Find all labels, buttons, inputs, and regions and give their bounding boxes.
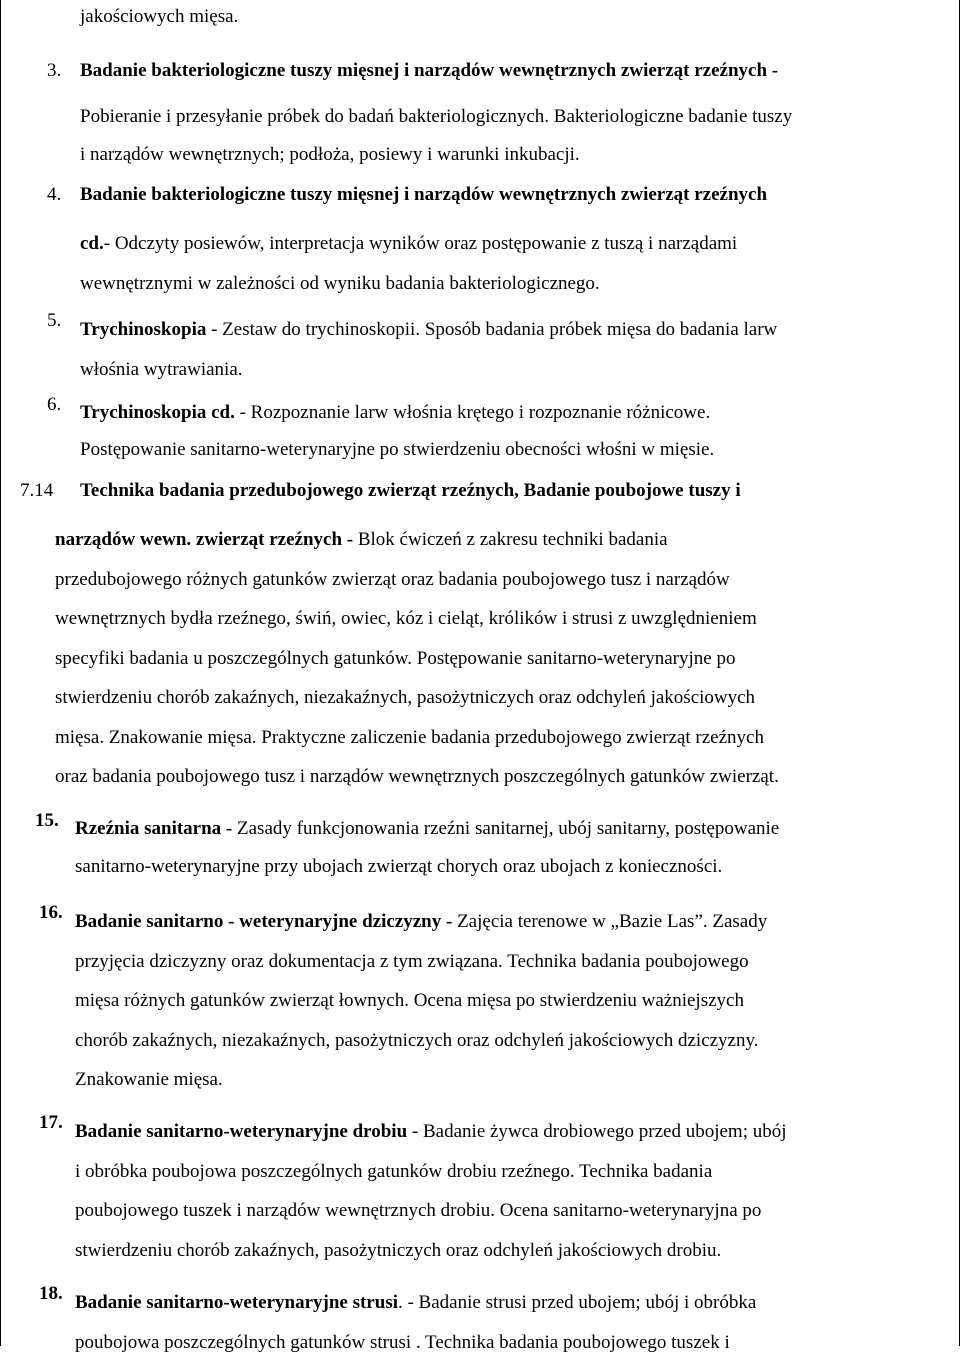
section-title: Badanie sanitarno-weterynaryjne strusi [75,1292,398,1313]
text-line: wewnętrznymi w zależności od wyniku badania bakteriologicznego. [80,264,737,304]
text-line: i narządów wewnętrznych; podłoża, posiewy i warunki inkubacji. [80,136,792,174]
section-title: Rzeźnia sanitarna - [75,818,232,839]
section-number: 15. [35,810,59,832]
text-line: Trychinoskopia cd. - Rozpoznanie larw włośnia krętego i rozpoznanie różnicowe. [80,394,714,431]
text-line: i obróbka poubojowa poszczególnych gatunków drobiu rzeźnego. Technika badania [75,1152,787,1192]
section-number: 5. [47,310,61,332]
text-line: Pobieranie i przesyłanie próbek do badań bakteriologicznych. Bakteriologiczne badanie tuszy [80,98,792,136]
text-line: cd.- Odczyty posiewów, interpretacja wyników oraz postępowanie z tuszą i narządami [80,224,737,264]
section-title: Badanie bakteriologiczne tuszy mięsnej i narządów wewnętrznych zwierząt rzeźnych - [80,60,778,82]
section-title: Badanie sanitarno-weterynaryjne drobiu [75,1121,407,1142]
text-line: narządów wewn. zwierząt rzeźnych - Blok ćwiczeń z zakresu techniki badania [55,520,779,560]
text-line: sanitarno-weterynaryjne przy ubojach zwierząt chorych oraz ubojach z konieczności. [75,848,779,886]
section-number: 17. [39,1112,63,1134]
text-line: stwierdzeniu chorób zakaźnych, niezakaźnych, pasożytniczych oraz odchyleń jakościowych [55,678,779,718]
intro-paragraph [80,6,238,28]
text-line: oraz badania poubojowego tusz i narządów wewnętrznych poszczególnych gatunków zwierząt. [55,757,779,797]
text-line: mięsa różnych gatunków zwierząt łownych. Ocena mięsa po stwierdzeniu ważniejszych [75,981,767,1021]
text-line: chorób zakaźnych, niezakaźnych, pasożytniczych oraz odchyleń jakościowych dziczyzny. [75,1021,767,1061]
text-line: poubojowa poszczególnych gatunków strusi . Technika badania poubojowego tuszek i [75,1323,756,1362]
text-line: Badanie sanitarno - weterynaryjne dziczyzny - Zajęcia terenowe w „Bazie Las”. Zasady [75,902,767,942]
text-line: przedubojowego różnych gatunków zwierząt oraz badania poubojowego tusz i narządów [55,560,779,600]
text-line: mięsa. Znakowanie mięsa. Praktyczne zaliczenie badania przedubojowego zwierząt rzeźnych [55,718,779,758]
section-number: 18. [39,1283,63,1305]
text-line: stwierdzeniu chorób zakaźnych, pasożytniczych oraz odchyleń jakościowych drobiu. [75,1231,787,1271]
text-line: Badanie sanitarno-weterynaryjne strusi. - Badanie strusi przed ubojem; ubój i obróbka [75,1283,756,1323]
text-line: Rzeźnia sanitarna - Zasady funkcjonowania rzeźni sanitarnej, ubój sanitarny, postępowanie [75,810,779,848]
text-line: Badanie sanitarno-weterynaryjne drobiu - Badanie żywca drobiowego przed ubojem; ubój [75,1112,787,1152]
section-title-cont: cd. [80,233,104,254]
section-title-cont: narządów wewn. zwierząt rzeźnych - [55,529,353,550]
text-line: specyfiki badania u poszczególnych gatunków. Postępowanie sanitarno-weterynaryjne po [55,639,779,679]
section-title: Badanie sanitarno - weterynaryjne dziczyzny - [75,911,452,932]
text-line: Postępowanie sanitarno-weterynaryjne po stwierdzeniu obecności włośni w mięsie. [80,431,714,468]
text-line: przyjęcia dziczyzny oraz dokumentacja z tym związana. Technika badania poubojowego [75,942,767,982]
text-line: poubojowego tuszek i narządów wewnętrznych drobiu. Ocena sanitarno-weterynaryjna po [75,1191,787,1231]
section-title: Badanie bakteriologiczne tuszy mięsnej i narządów wewnętrznych zwierząt rzeźnych [80,184,767,206]
text-line: Trychinoskopia - Zestaw do trychinoskopii. Sposób badania próbek mięsa do badania larw [80,310,777,350]
text-line: wewnętrznych bydła rzeźnego, świń, owiec, kóz i cieląt, królików i strusi z uwzględnieniem [55,599,779,639]
section-title: Trychinoskopia cd. [80,402,235,423]
section-title: Technika badania przedubojowego zwierząt rzeźnych, Badanie poubojowe tuszy i [80,480,741,502]
text-line: Znakowanie mięsa. [75,1060,767,1100]
section-title: Trychinoskopia [80,319,206,340]
section-number: 3. [47,60,61,82]
section-number: 16. [39,902,63,924]
section-number: 4. [47,184,61,206]
text-line: włośnia wytrawiania. [80,350,777,390]
section-number: 7.14 [20,480,53,502]
section-number: 6. [47,394,61,416]
text-line: jakościowych mięsa. [80,6,238,28]
